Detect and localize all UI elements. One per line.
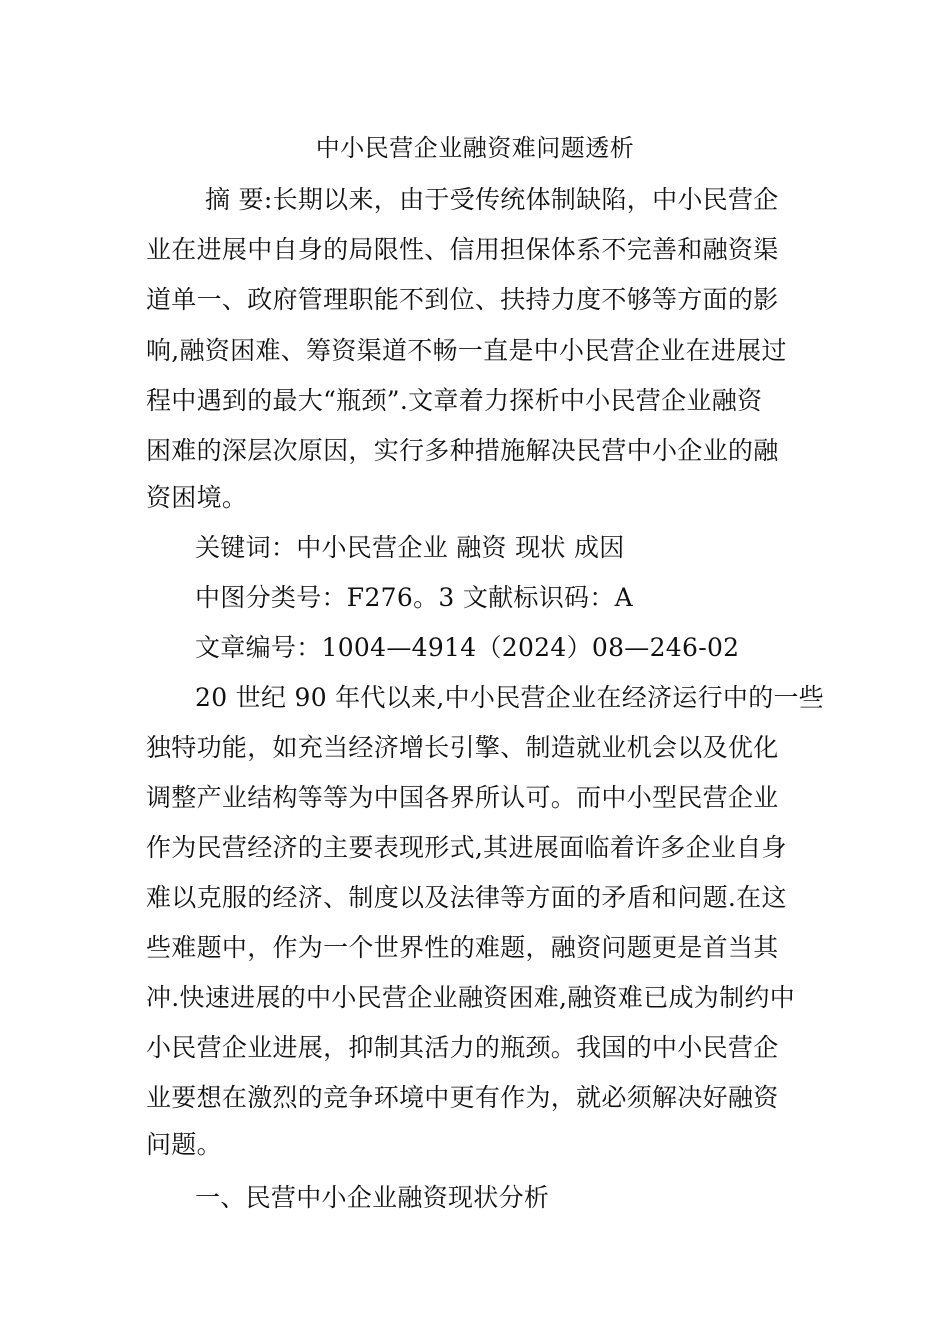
- paragraph-line: 独特功能，如充当经济增长引擎、制造就业机会以及优化: [146, 733, 779, 762]
- document-title: 中小民营企业融资难问题透析: [315, 134, 635, 162]
- paragraph-line: 调整产业结构等等为中国各界所认可。而中小型民营企业: [146, 783, 779, 812]
- abstract-line: 响,融资困难、筹资渠道不畅一直是中小民营企业在进展过: [146, 336, 787, 365]
- paragraph-line: 问题。: [146, 1130, 222, 1159]
- paragraph-line: 业要想在激烈的竞争环境中更有作为，就必须解决好融资: [146, 1083, 779, 1112]
- paragraph-line: 作为民营经济的主要表现形式,其进展面临着许多企业自身: [146, 833, 787, 862]
- abstract-line: 摘 要:长期以来，由于受传统体制缺陷，中小民营企: [205, 185, 779, 214]
- keywords: 关键词：中小民营企业 融资 现状 成因: [195, 533, 625, 562]
- abstract-line: 业在进展中自身的局限性、信用担保体系不完善和融资渠: [146, 235, 779, 264]
- classification-number: 中图分类号：F276。3 文献标识码：A: [195, 583, 633, 612]
- abstract-line: 资困境。: [146, 483, 248, 512]
- article-number: 文章编号：1004—4914（2024）08—246-02: [195, 633, 740, 662]
- paragraph-line: 些难题中，作为一个世界性的难题，融资问题更是首当其: [146, 933, 779, 962]
- abstract-line: 困难的深层次原因，实行多种措施解决民营中小企业的融: [146, 436, 779, 465]
- paragraph-line: 冲.快速进展的中小民营企业融资困难,融资难已成为制约中: [146, 983, 795, 1012]
- paragraph-line: 小民营企业进展，抑制其活力的瓶颈。我国的中小民营企: [146, 1033, 779, 1062]
- abstract-line: 道单一、政府管理职能不到位、扶持力度不够等方面的影: [146, 285, 779, 314]
- paragraph-line: 难以克服的经济、制度以及法律等方面的矛盾和问题.在这: [146, 883, 787, 912]
- paragraph-line: 20 世纪 90 年代以来,中小民营企业在经济运行中的一些: [195, 683, 825, 712]
- section-heading: 一、民营中小企业融资现状分析: [195, 1183, 550, 1212]
- abstract-line: 程中遇到的最大“瓶颈”.文章着力探析中小民营企业融资: [146, 386, 763, 415]
